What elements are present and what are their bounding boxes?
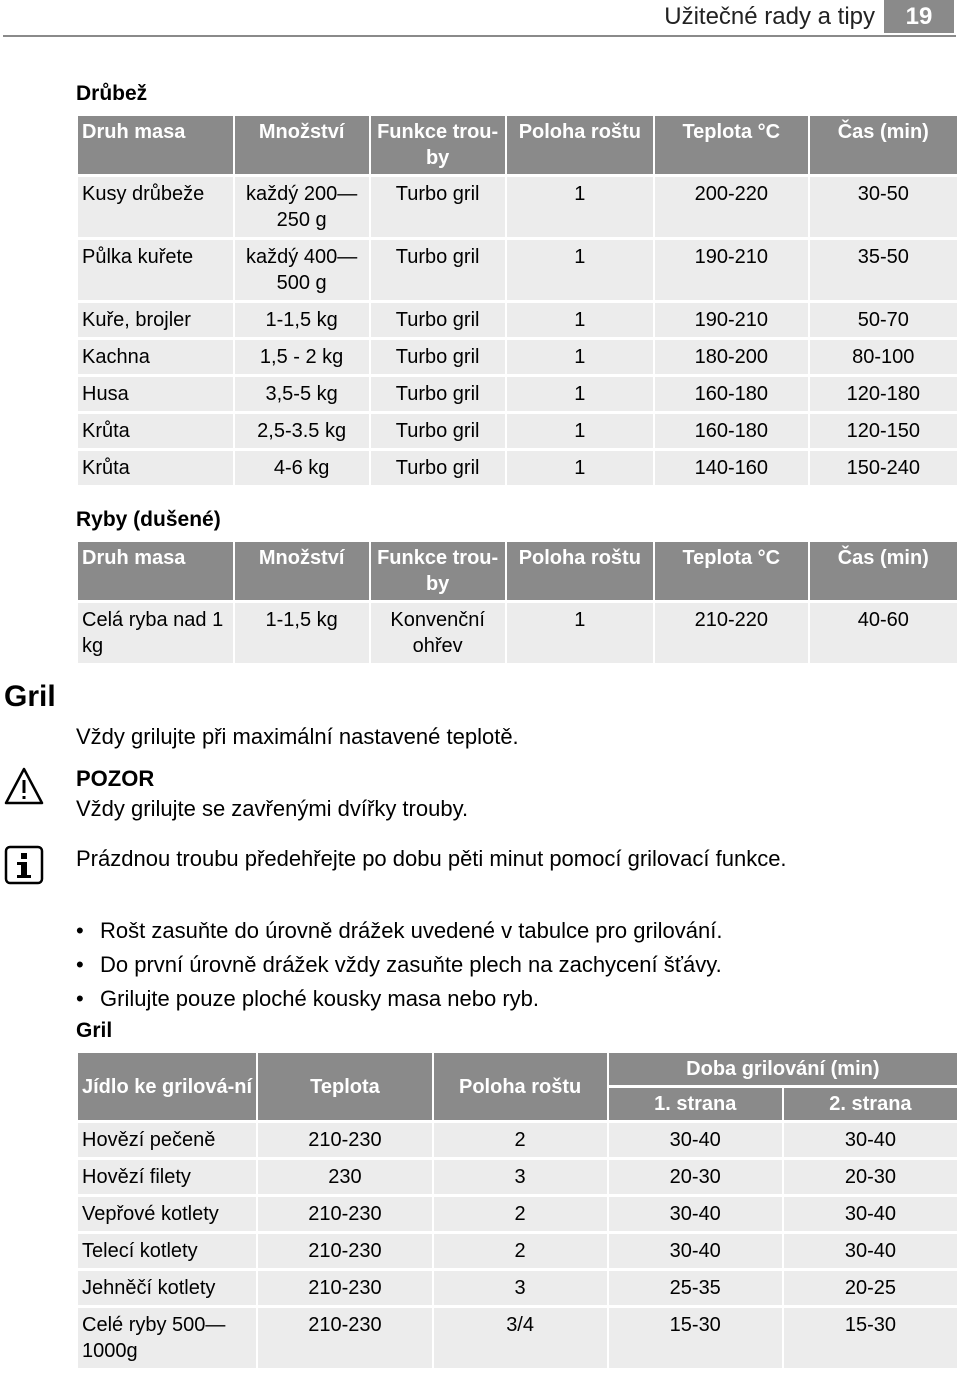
- table-cell: 30-40: [784, 1234, 957, 1268]
- table-cell: Turbo gril: [371, 340, 505, 374]
- col-header-side1: 1. strana: [609, 1088, 782, 1120]
- table-cell: 20-30: [609, 1160, 782, 1194]
- poultry-heading: Drůbež: [76, 82, 148, 105]
- table-cell: Vepřové kotlety: [78, 1197, 256, 1231]
- table-cell: každý 200—250 g: [235, 177, 369, 237]
- table-cell: 3: [434, 1160, 607, 1194]
- table-cell: Celá ryba nad 1 kg: [78, 603, 233, 663]
- table-cell: Kusy drůbeže: [78, 177, 233, 237]
- page-number: 19: [884, 0, 954, 33]
- table-row: [78, 603, 957, 663]
- table-cell: 1: [507, 303, 653, 337]
- col-header: Funkce trou-by: [371, 542, 505, 600]
- header-divider: [3, 35, 956, 37]
- table-cell: 30-40: [784, 1197, 957, 1231]
- table-cell: 2,5-3.5 kg: [235, 414, 369, 448]
- table-row: [78, 303, 957, 337]
- table-cell: Kuře, brojler: [78, 303, 233, 337]
- col-header: Druh masa: [78, 116, 233, 174]
- list-item: • Do první úrovně drážek vždy zasuňte plech na zachycení šťávy.: [76, 948, 723, 982]
- warning-title: POZOR: [76, 766, 155, 791]
- table-cell: 4-6 kg: [235, 451, 369, 485]
- table-cell: Turbo gril: [371, 240, 505, 300]
- warning-text: Vždy grilujte se zavřenými dvířky trouby.: [76, 796, 469, 821]
- table-cell: Konvenční ohřev: [371, 603, 505, 663]
- table-cell: 120-150: [810, 414, 957, 448]
- grill-table-heading: Gril: [76, 1019, 113, 1042]
- table-cell: 140-160: [655, 451, 808, 485]
- col-header: Funkce trou-by: [371, 116, 505, 174]
- table-cell: 15-30: [609, 1308, 782, 1368]
- table-cell: Jehněčí kotlety: [78, 1271, 256, 1305]
- table-row: [78, 1123, 957, 1157]
- table-row: [78, 1234, 957, 1268]
- table-cell: 30-40: [609, 1123, 782, 1157]
- bullet-icon: •: [76, 918, 84, 943]
- table-cell: 210-230: [258, 1197, 431, 1231]
- table-row: [78, 1271, 957, 1305]
- table-cell: 210-220: [655, 603, 808, 663]
- table-cell: 190-210: [655, 303, 808, 337]
- col-header: Poloha roštu: [507, 542, 653, 600]
- fish-heading: Ryby (dušené): [76, 508, 221, 531]
- col-header: Čas (min): [810, 116, 957, 174]
- grill-side-heading: Gril: [4, 680, 56, 713]
- info-text: Prázdnou troubu předehřejte po dobu pěti minut pomocí grilovací funkce.: [76, 846, 787, 871]
- col-header-temp: Teplota: [258, 1053, 431, 1120]
- table-cell: 120-180: [810, 377, 957, 411]
- grill-table: [76, 1050, 959, 1371]
- table-row: [78, 1160, 957, 1194]
- table-row: [78, 240, 957, 300]
- table-cell: 30-40: [609, 1234, 782, 1268]
- col-header: Poloha roštu: [507, 116, 653, 174]
- table-cell: 160-180: [655, 377, 808, 411]
- table-cell: Celé ryby 500—1000g: [78, 1308, 256, 1368]
- table-cell: Turbo gril: [371, 303, 505, 337]
- poultry-table: [76, 113, 959, 488]
- table-cell: 1: [507, 451, 653, 485]
- bullet-icon: •: [76, 986, 84, 1011]
- table-cell: Krůta: [78, 451, 233, 485]
- table-cell: 30-40: [784, 1123, 957, 1157]
- list-item: • Rošt zasuňte do úrovně drážek uvedené v tabulce pro grilování.: [76, 914, 723, 948]
- col-header: Množství: [235, 116, 369, 174]
- table-row: [78, 451, 957, 485]
- grill-intro-text: Vždy grilujte při maximální nastavené teplotě.: [76, 724, 519, 749]
- table-cell: 80-100: [810, 340, 957, 374]
- table-cell: Turbo gril: [371, 377, 505, 411]
- table-cell: 2: [434, 1123, 607, 1157]
- table-row: [78, 177, 957, 237]
- col-header: Druh masa: [78, 542, 233, 600]
- table-cell: 1,5 - 2 kg: [235, 340, 369, 374]
- table-cell: 1: [507, 177, 653, 237]
- page-header-title: Užitečné rady a tipy: [664, 3, 875, 30]
- bullet-icon: •: [76, 952, 84, 977]
- table-cell: 1: [507, 377, 653, 411]
- table-row: [78, 340, 957, 374]
- table-row: [78, 377, 957, 411]
- grill-bullet-list: [76, 914, 723, 1016]
- table-cell: 1: [507, 240, 653, 300]
- table-cell: 200-220: [655, 177, 808, 237]
- col-header: Množství: [235, 542, 369, 600]
- table-cell: 210-230: [258, 1123, 431, 1157]
- table-cell: Hovězí pečeně: [78, 1123, 256, 1157]
- fish-table: [76, 539, 959, 666]
- table-cell: každý 400—500 g: [235, 240, 369, 300]
- table-cell: 3/4: [434, 1308, 607, 1368]
- table-cell: 15-30: [784, 1308, 957, 1368]
- table-cell: 180-200: [655, 340, 808, 374]
- table-cell: Turbo gril: [371, 177, 505, 237]
- col-header-food: Jídlo ke grilová-ní: [78, 1053, 256, 1120]
- table-cell: 40-60: [810, 603, 957, 663]
- table-row: [78, 1308, 957, 1368]
- table-cell: 2: [434, 1234, 607, 1268]
- table-cell: 190-210: [655, 240, 808, 300]
- table-cell: 35-50: [810, 240, 957, 300]
- warning-triangle-icon: [4, 766, 44, 806]
- table-cell: 1: [507, 603, 653, 663]
- table-cell: 160-180: [655, 414, 808, 448]
- table-cell: 20-25: [784, 1271, 957, 1305]
- table-cell: 2: [434, 1197, 607, 1231]
- table-cell: Turbo gril: [371, 451, 505, 485]
- info-icon: [4, 845, 44, 885]
- list-item: • Grilujte pouze ploché kousky masa nebo ryb.: [76, 982, 723, 1016]
- table-cell: 210-230: [258, 1308, 431, 1368]
- table-cell: Hovězí filety: [78, 1160, 256, 1194]
- col-header-position: Poloha roštu: [434, 1053, 607, 1120]
- table-cell: 30-40: [609, 1197, 782, 1231]
- table-cell: Husa: [78, 377, 233, 411]
- table-row: [78, 414, 957, 448]
- col-header-time-group: Doba grilování (min): [609, 1053, 957, 1085]
- col-header: Teplota °C: [655, 542, 808, 600]
- table-cell: Telecí kotlety: [78, 1234, 256, 1268]
- col-header: Čas (min): [810, 542, 957, 600]
- table-row: [78, 1197, 957, 1231]
- table-cell: 1: [507, 340, 653, 374]
- table-cell: 25-35: [609, 1271, 782, 1305]
- table-cell: 50-70: [810, 303, 957, 337]
- table-cell: 210-230: [258, 1271, 431, 1305]
- table-cell: Kachna: [78, 340, 233, 374]
- table-cell: Půlka kuřete: [78, 240, 233, 300]
- table-cell: 230: [258, 1160, 431, 1194]
- table-cell: Turbo gril: [371, 414, 505, 448]
- table-cell: 3: [434, 1271, 607, 1305]
- table-cell: 1-1,5 kg: [235, 303, 369, 337]
- table-cell: 3,5-5 kg: [235, 377, 369, 411]
- table-cell: 30-50: [810, 177, 957, 237]
- table-cell: 20-30: [784, 1160, 957, 1194]
- table-cell: 210-230: [258, 1234, 431, 1268]
- table-cell: 1: [507, 414, 653, 448]
- table-cell: 150-240: [810, 451, 957, 485]
- col-header-side2: 2. strana: [784, 1088, 957, 1120]
- col-header: Teplota °C: [655, 116, 808, 174]
- table-cell: Krůta: [78, 414, 233, 448]
- table-cell: 1-1,5 kg: [235, 603, 369, 663]
